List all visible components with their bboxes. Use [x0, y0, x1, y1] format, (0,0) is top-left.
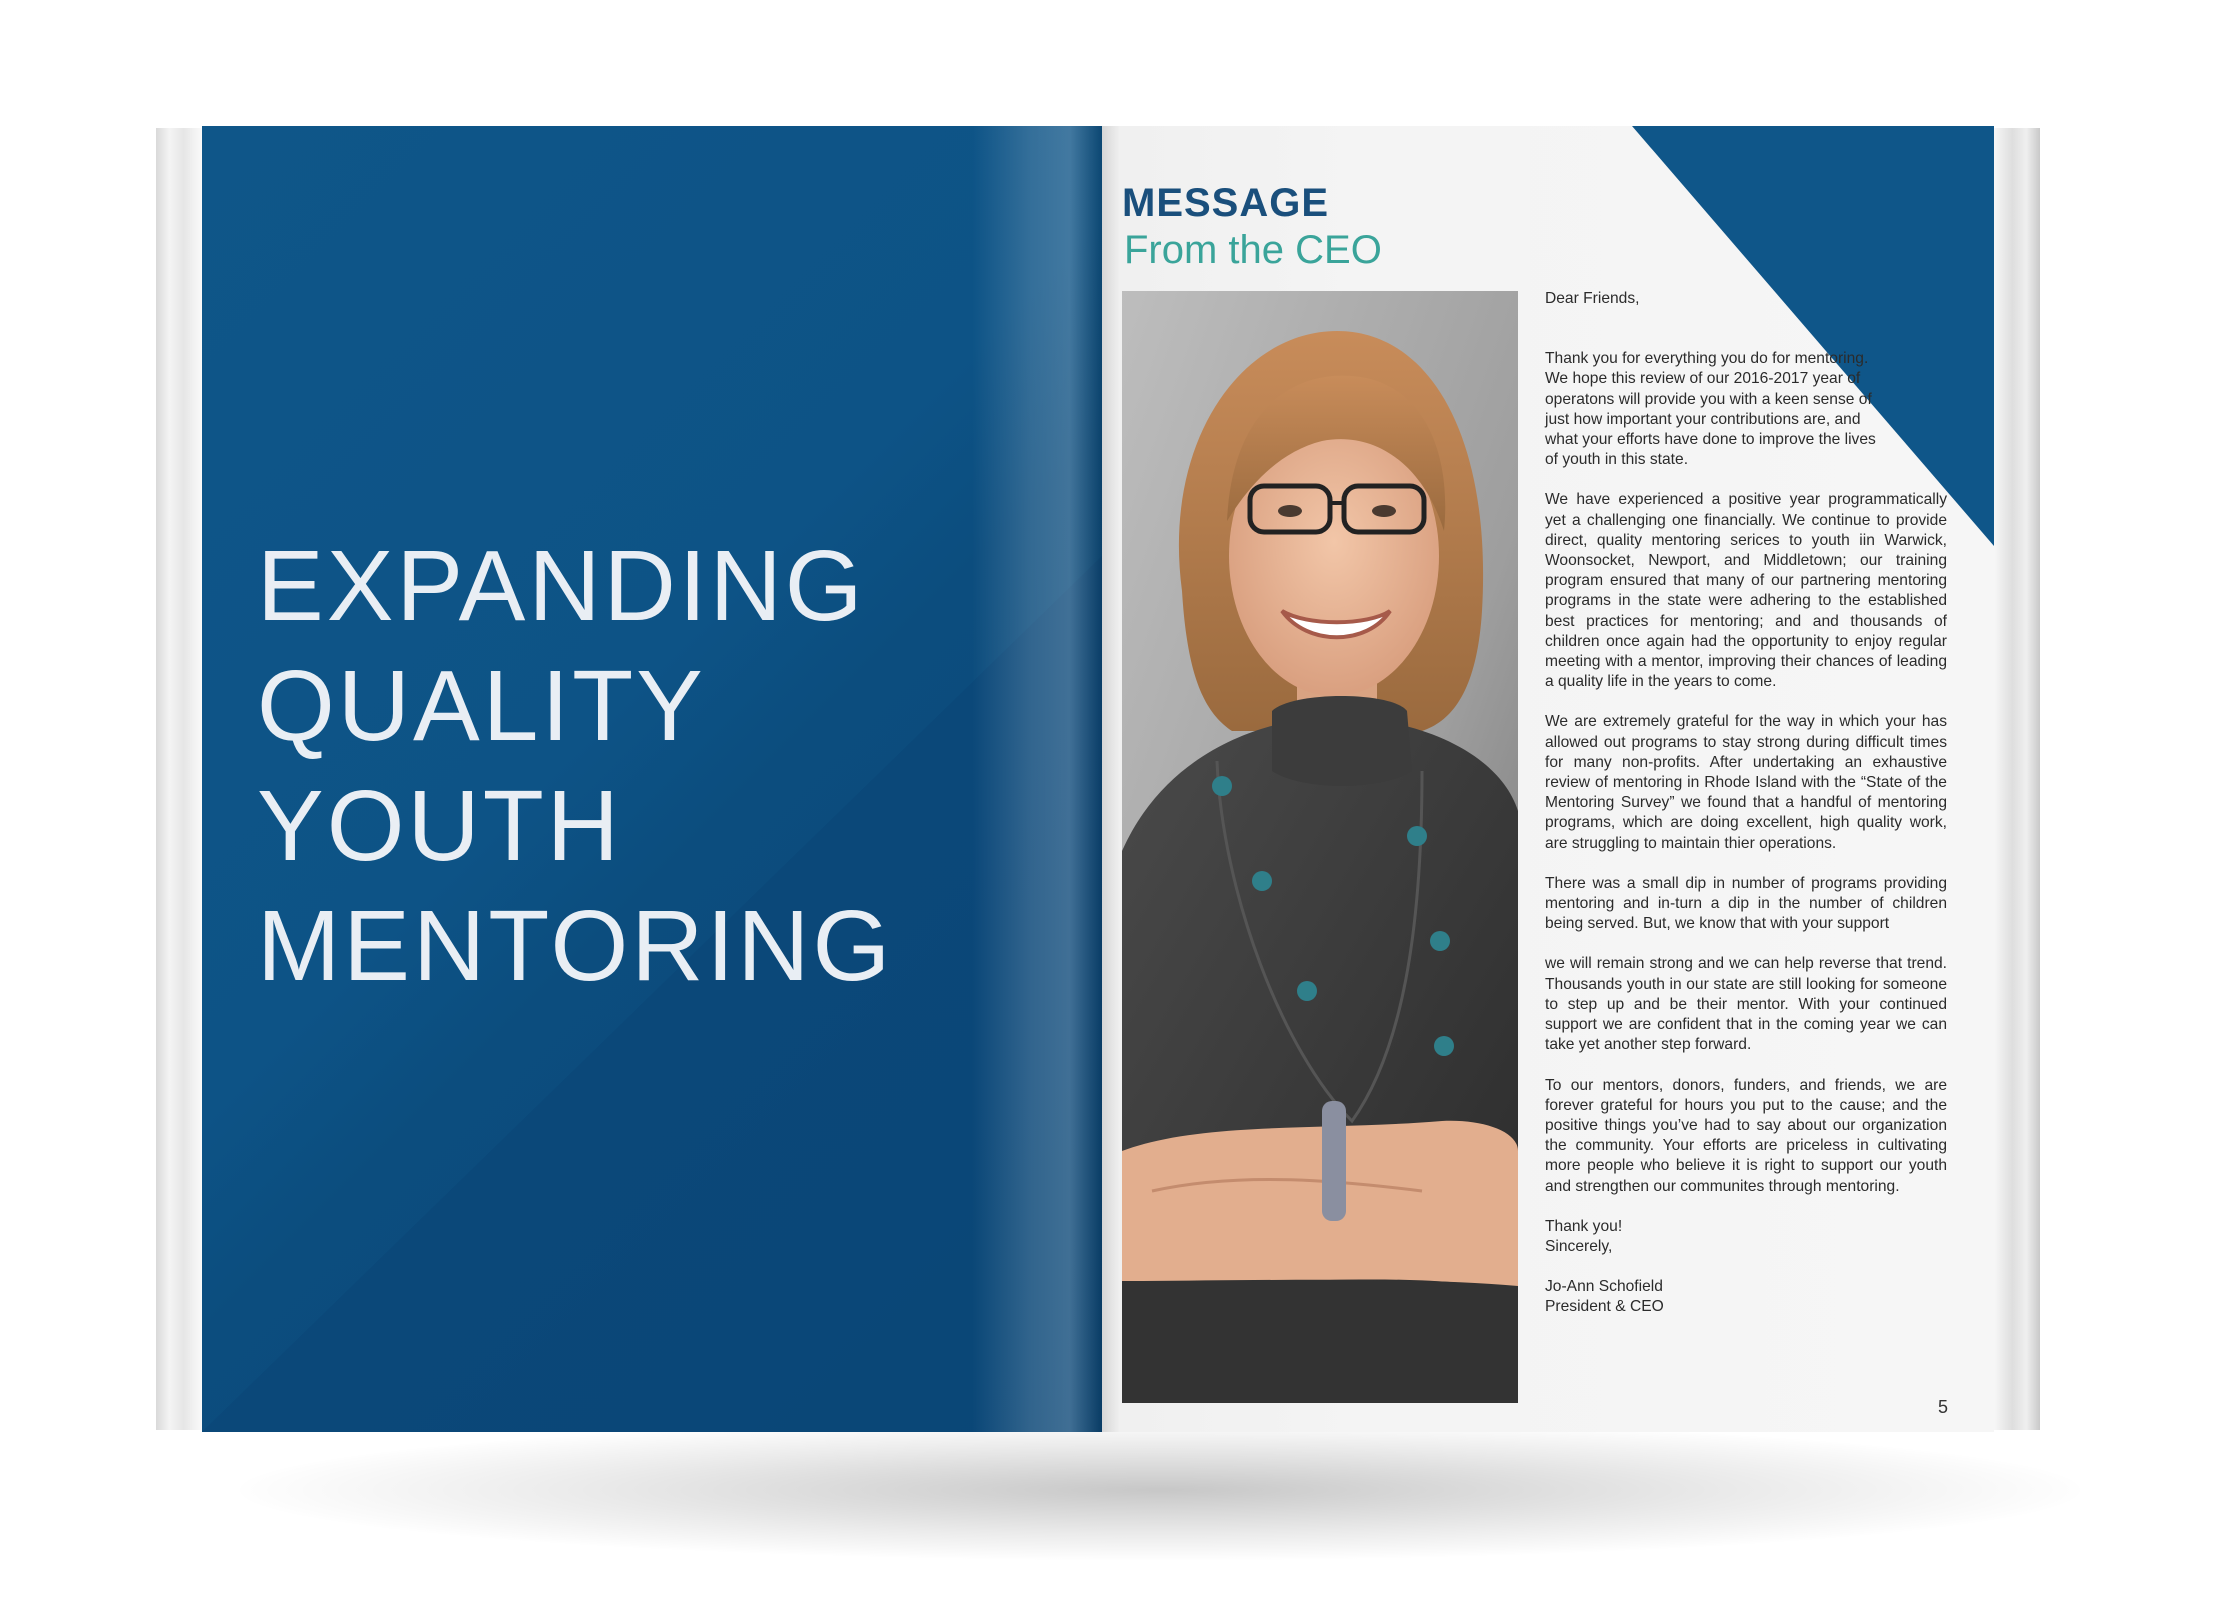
letter-greeting: Dear Friends,: [1545, 290, 1640, 307]
left-page-stack-edge: [156, 128, 202, 1430]
left-page: [202, 126, 1102, 1432]
right-page: [1102, 126, 1994, 1432]
headline-line-1: EXPANDING: [257, 530, 866, 642]
ceo-portrait: [1122, 291, 1518, 1403]
signer-title: President & CEO: [1545, 1298, 1664, 1316]
letter-paragraph-5: we will remain strong and we can help reverse that trend. Thousands youth in our state are still looking for someone to step up and be their mentor. With your continued support we are confident that in the coming year we can take yet another step forward.: [1545, 955, 1947, 1054]
page-number: 5: [1937, 1397, 1948, 1417]
letter-paragraph-3: We are extremely grateful for the way in which your has allowed out programs to stay strong during difficult times for many non-profits. After undertaking an exhaustive review of mentoring in Rhode Island with the “State of the Mentoring Survey” we found that a handful of mentoring programs, which are doing excellent, high quality work, are struggling to maintain thier operations.: [1545, 713, 1947, 852]
letter-closing-thanks: Thank you!: [1545, 1217, 1623, 1235]
signer-name: Jo-Ann Schofield: [1545, 1278, 1663, 1296]
headline-line-4: MENTORING: [257, 890, 894, 1002]
letter-paragraph-1: Thank you for everything you do for mentoring. We hope this review of our 2016-2017 year of operatons will provide you with a keen sense of just how important your contributions are, and what your efforts have done to improve the lives of youth in this state.: [1545, 350, 1876, 469]
page-title: MESSAGE: [1122, 181, 1330, 225]
letter-paragraph-2: We have experienced a positive year programmatically yet a challenging one financially. We continue to provide direct, quality mentoring serices to youth iin Warwick, Woonsocket, Newport, and Middletown; our training program ensured that many of our partnering mentoring programs in the state were adhering to the established best practices for mentoring; and and thousands of children once again had the opportunity to enjoy regular meeting with a mentor, improving their chances of leading a quality life in the years to come.: [1545, 491, 1947, 691]
ceo-letter: [1545, 289, 1947, 1338]
book-shadow: [240, 1420, 2080, 1560]
headline-line-2: QUALITY: [257, 650, 706, 762]
headline-line-3: YOUTH: [257, 770, 622, 882]
right-page-stack-edge: [1994, 128, 2040, 1430]
letter-paragraph-4: There was a small dip in number of programs providing mentoring and in-turn a dip in the number of children being served. But, we know that with your support: [1545, 874, 1947, 933]
cover-headline: [257, 526, 893, 1006]
open-brochure: [156, 126, 2040, 1432]
page-subtitle: From the CEO: [1124, 228, 1382, 272]
gutter-highlight: [972, 126, 1102, 1432]
letter-closing-sincerely: Sincerely,: [1545, 1237, 1613, 1255]
letter-paragraph-6: To our mentors, donors, funders, and friends, we are forever grateful for hours you put to the cause; and the positive things you’ve had to say about our organization the community. Your efforts are priceless in cultivating more people who believe it is right to support our youth and strengthen our communites through mentoring.: [1545, 1076, 1947, 1195]
